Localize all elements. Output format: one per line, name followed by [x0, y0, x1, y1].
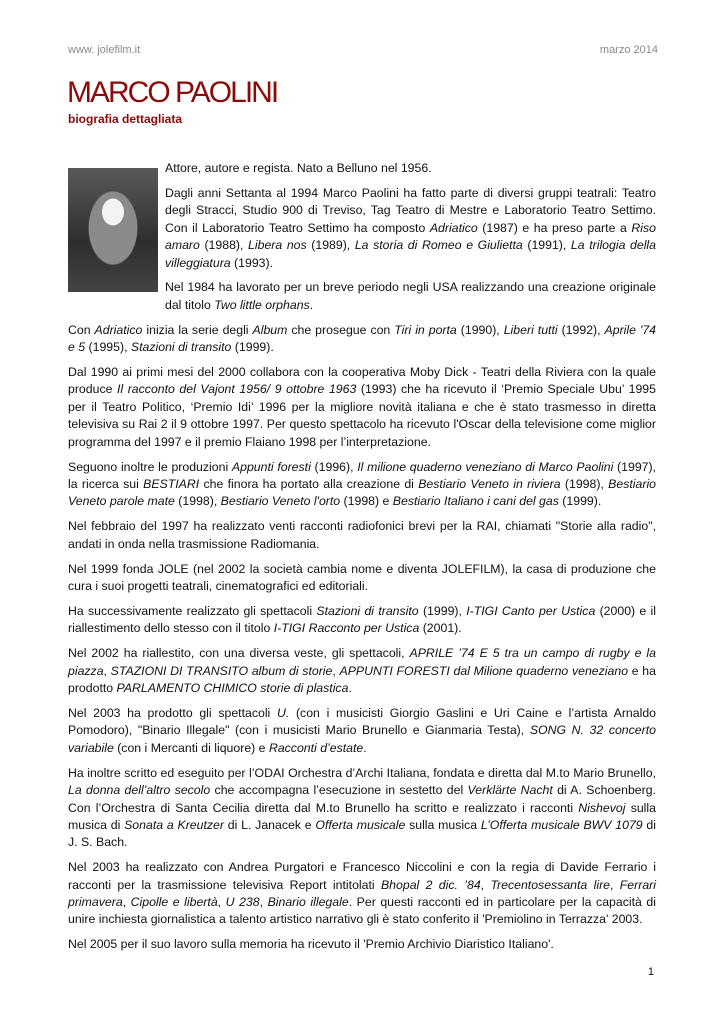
italic-title: Bestiario Veneto parole mate: [68, 477, 657, 509]
paragraph: [165, 160, 656, 177]
paragraph: [68, 459, 656, 511]
text-run: Nel 2003 ha prodotto gli spettacoli: [68, 705, 277, 720]
paragraph: [165, 185, 656, 272]
italic-title: Aprile '74 e 5: [68, 322, 656, 355]
text-run: (2000) e il riallestimento dello stesso con il titolo: [68, 603, 657, 636]
text-run: di A. Schoenberg. Con l’Orchestra di Santa Cecilia diretta dal M.to Brunello ha scritto e realizzato i racconti: [68, 783, 657, 815]
text-run: (1997), la ricerca sui: [68, 459, 657, 491]
italic-title: Appunti foresti: [231, 459, 311, 474]
text-run: (1993).: [230, 255, 274, 270]
text-run: ,: [480, 877, 491, 892]
italic-title: PARLAMENTO CHIMICO storie di plastica: [116, 681, 349, 696]
text-run: che prosegue con: [287, 322, 395, 337]
text-run: ,: [103, 663, 111, 678]
paragraph: [68, 859, 656, 929]
italic-title: Adriatico: [429, 220, 478, 235]
text-run: (1991),: [522, 238, 571, 253]
italic-title: La storia di Romeo e Giulietta: [354, 238, 523, 253]
italic-title: Ferrari primavera: [68, 877, 656, 910]
paragraph: [68, 518, 656, 553]
text-run: (1999).: [558, 494, 602, 509]
text-run: Dal 1990 ai primi mesi del 2000 collabora con la cooperativa Moby Dick - Teatri della Riviera con la quale produce: [68, 365, 656, 397]
italic-title: Adriatico: [94, 322, 143, 337]
text-run: Nel 2005 per il suo lavoro sulla memoria ha ricevuto il 'Premio Archivio Diaristico Italiano'.: [68, 937, 554, 952]
page-subtitle: biografia dettagliata: [68, 112, 183, 126]
paragraph: [68, 936, 656, 953]
text-run: che accompagna l’esecuzione in sestetto del: [210, 783, 468, 798]
italic-title: BESTIARI: [143, 477, 200, 491]
text-run: (1992),: [557, 322, 605, 337]
italic-title: Trecentosessanta lire: [490, 877, 611, 892]
text-run: (1988),: [199, 238, 249, 253]
text-run: Nel 1984 ha lavorato per un breve periodo negli USA realizzando una creazione originale dal titolo: [165, 280, 656, 312]
paragraph: [165, 279, 656, 314]
italic-title: Bestiario Veneto l'orto: [220, 494, 341, 509]
header-site-link[interactable]: www. jolefilm.it: [68, 44, 141, 56]
text-run: (con i musicisti Giorgio Gaslini e Uri Caine e l’artista Arnaldo Pomodoro), "Binario Illegale" (con i musicisti Mario Brunello e Gianmaria Testa),: [68, 705, 656, 738]
paragraph: [68, 322, 656, 357]
text-run: ,: [610, 877, 620, 892]
text-run: Attore, autore e regista. Nato a Belluno nel 1956.: [165, 161, 432, 175]
italic-title: Riso amaro: [165, 220, 656, 253]
italic-title: Bhopal 2 dic. ’84: [380, 877, 481, 892]
italic-title: I-TIGI Canto per Ustica: [466, 603, 596, 618]
italic-title: Nishevoj: [578, 800, 626, 815]
italic-title: Stazioni di transito: [316, 603, 419, 618]
italic-title: APPUNTI FORESTI dal Milione quaderno veneziano: [339, 663, 629, 678]
italic-title: U 238: [225, 895, 260, 910]
text-run: ,: [122, 895, 131, 910]
text-run: (1998),: [560, 477, 609, 491]
text-run: ,: [332, 663, 340, 678]
italic-title: La trilogia della villeggiatura: [165, 238, 657, 270]
text-run: inizia la serie degli: [142, 322, 253, 337]
paragraph: [68, 645, 656, 697]
text-run: Nel 2003 ha realizzato con Andrea Purgatori e Francesco Niccolini e con la regia di Davide Ferrario i racconti per la trasmissione televisiva Report intitolati: [68, 860, 656, 892]
text-run: Ha inoltre scritto ed eseguito per l’ODAI Orchestra d’Archi Italiana, fondata e diretta dal M.to Mario Brunello,: [68, 765, 656, 780]
italic-title: STAZIONI DI TRANSITO album di storie: [110, 663, 333, 678]
paragraph: [68, 705, 656, 757]
italic-title: Il milione quaderno veneziano di Marco Paolini: [357, 459, 614, 474]
text-run: (1999).: [231, 340, 274, 355]
text-run: che finora ha portato alla creazione di: [199, 477, 419, 491]
text-run: Con: [68, 322, 95, 337]
italic-title: Tiri in porta: [394, 322, 457, 337]
italic-title: Sonata a Kreutzer: [124, 817, 224, 832]
text-run: (1996),: [310, 459, 358, 474]
text-run: sulla musica: [405, 817, 481, 832]
italic-title: Liberi tutti: [503, 322, 558, 337]
paragraph: [68, 603, 656, 638]
text-run: sulla musica di: [68, 800, 656, 832]
text-run: Nel 2002 ha riallestito, con una diversa veste, gli spettacoli,: [68, 646, 410, 661]
paragraph: [68, 364, 656, 451]
page-title: MARCO PAOLINI: [67, 76, 278, 109]
italic-title: Offerta musicale: [315, 817, 406, 832]
text-run: (1993) che ha ricevuto il ‘Premio Speciale Ubu’ 1995 per il Teatro Politico, ‘Premio Idi’ 1996 per la migliore novità italiana e che è stato trasmesso in diretta televisiva su Rai 2 il 9 ottobre 1997. Per questo spettacolo ha ricevuto l'Oscar della televisione come miglior programma del 1997 e il premio Flaiano 1998 per l’interpretazione.: [68, 382, 656, 449]
text-run: Nel febbraio del 1997 ha realizzato venti racconti radiofonici brevi per la RAI, chiamati "Storie alla radio", andati in onda nella trasmissione Radiomania.: [68, 519, 656, 551]
italic-title: Racconti d’estate: [268, 740, 364, 755]
text-run: . Per questi racconti ed in particolare per la capacità di unire inchiesta giornalistica a talento artistico narrativo gli è stato conferito il 'Premiolino in Terrazza' 2003.: [68, 895, 656, 927]
text-run: .: [363, 740, 367, 755]
italic-title: Libera nos: [248, 238, 307, 253]
text-run: Ha successivamente realizzato gli spettacoli: [68, 603, 317, 618]
text-run: ,: [259, 895, 268, 910]
text-run: .: [348, 681, 352, 696]
italic-title: Il racconto del Vajont 1956/ 9 ottobre 1963: [117, 382, 357, 397]
biography-body: [68, 160, 656, 961]
italic-title: Stazioni di transito: [130, 340, 232, 355]
italic-title: Two little orphans: [214, 297, 310, 312]
italic-title: Bestiario Italiano i cani del gas: [392, 494, 559, 509]
text-run: (1995),: [85, 340, 131, 355]
italic-title: APRILE ’74 E 5 tra un campo di rugby e la piazza: [68, 646, 656, 678]
paragraph: [68, 561, 656, 596]
text-run: .: [309, 297, 314, 312]
text-run: Nel 1999 fonda JOLE (nel 2002 la società cambia nome e diventa JOLEFILM), la casa di produzione che cura i suoi progetti teatrali, cinematografici ed editoriali.: [68, 561, 656, 594]
italic-title: I-TIGI Racconto per Ustica: [273, 621, 420, 636]
text-run: (1990),: [456, 322, 504, 337]
text-run: di L. Janacek e: [223, 817, 316, 832]
text-run: (1998),: [174, 494, 221, 509]
text-run: (2001).: [419, 621, 462, 636]
paragraph: [68, 765, 656, 852]
italic-title: Bestiario Veneto in riviera: [418, 477, 561, 491]
text-run: (1998) e: [340, 494, 393, 509]
text-run: (1989),: [306, 238, 355, 253]
text-run: (con i Mercanti di liquore) e: [113, 740, 269, 755]
text-run: di J. S. Bach.: [68, 817, 656, 850]
header-date: marzo 2014: [599, 44, 658, 56]
italic-title: La donna dell’altro secolo: [68, 783, 211, 798]
italic-title: Binario illegale: [267, 895, 349, 910]
italic-title: Verklärte Nacht: [467, 783, 553, 798]
text-run: e ha prodotto: [68, 663, 656, 696]
italic-title: Cipolle e libertà: [130, 895, 218, 910]
text-run: ,: [217, 895, 226, 910]
italic-title: U.: [276, 705, 290, 720]
italic-title: Album: [252, 322, 288, 337]
text-run: Seguono inoltre le produzioni: [68, 459, 232, 474]
text-run: (1999),: [418, 603, 467, 618]
italic-title: SONG N. 32 concerto variabile: [68, 723, 656, 755]
page-number: 1: [647, 966, 654, 978]
text-run: Dagli anni Settanta al 1994 Marco Paolini ha fatto parte di diversi gruppi teatrali: Teatro degli Stracci, Studio 900 di Treviso, Tag Teatro di Mestre e Laboratorio Teatro Settimo. Con il Laboratorio Teatro Settimo ha composto: [165, 185, 656, 235]
italic-title: L’Offerta musicale BWV 1079: [480, 817, 643, 832]
text-run: (1987) e ha preso parte a: [477, 220, 632, 235]
